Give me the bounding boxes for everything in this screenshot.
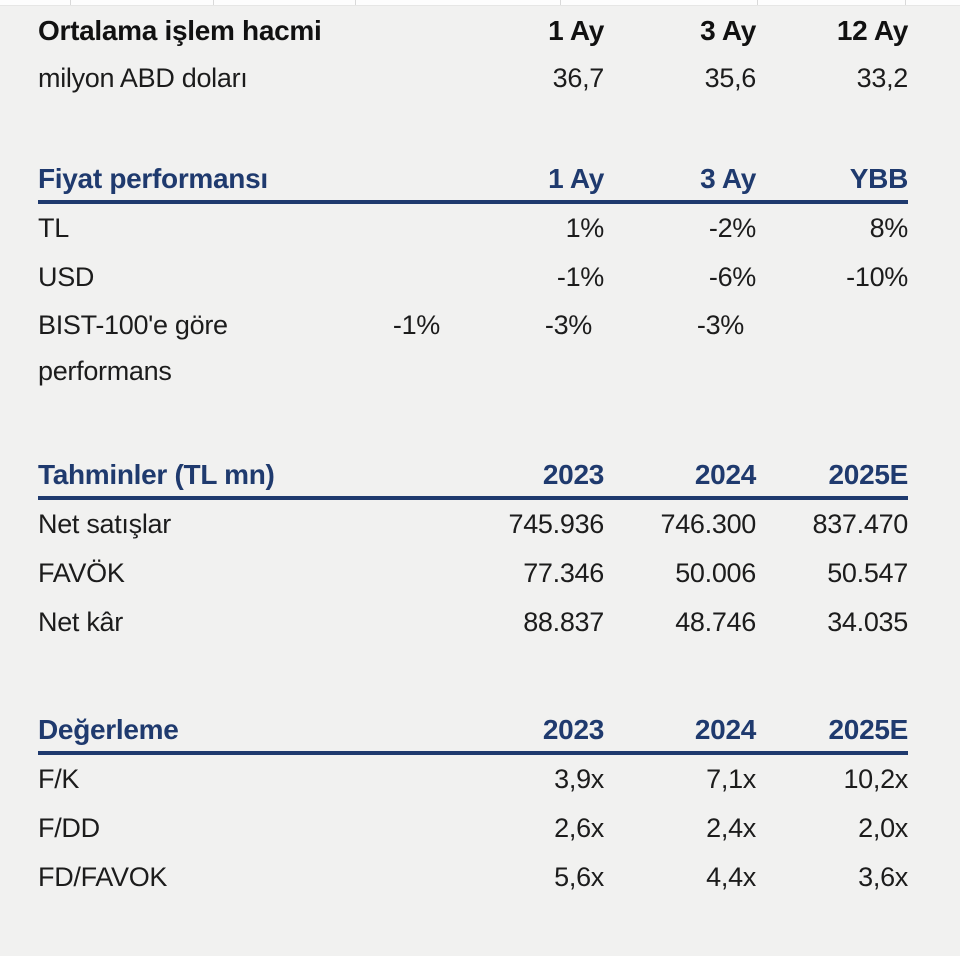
table-row xyxy=(38,500,908,549)
cell-value: 2,0x xyxy=(858,813,908,843)
cell-value: 34.035 xyxy=(827,607,908,637)
cell-value: 50.006 xyxy=(675,558,756,588)
column-header: 3 Ay xyxy=(700,15,756,46)
table-row xyxy=(38,755,908,804)
cell-value: 1% xyxy=(565,213,604,243)
cell-value: -3% xyxy=(544,310,592,340)
cell-value: 33,2 xyxy=(856,63,908,93)
row-label: milyon ABD doları xyxy=(38,63,248,93)
cell-value: 8% xyxy=(869,213,908,243)
cell-value: 2,4x xyxy=(706,813,756,843)
section-title: Ortalama işlem hacmi xyxy=(38,15,322,46)
cell-value: 5,6x xyxy=(554,862,604,892)
cell-value: 77.346 xyxy=(523,558,604,588)
section-estimates xyxy=(38,454,908,647)
section-price-performance xyxy=(38,158,908,394)
cell-value: -10% xyxy=(846,262,908,292)
section-title: Değerleme xyxy=(38,714,179,745)
table-row xyxy=(38,549,908,598)
section-header-row xyxy=(38,8,908,54)
table-row xyxy=(38,253,908,302)
cell-value: 88.837 xyxy=(523,607,604,637)
row-label: F/K xyxy=(38,764,80,794)
row-label: BIST-100'e göre performans xyxy=(38,310,228,386)
column-header: 1 Ay xyxy=(548,163,604,194)
column-header: 1 Ay xyxy=(548,15,604,46)
row-label: FAVÖK xyxy=(38,558,125,588)
financial-summary-table xyxy=(0,6,960,902)
cell-value: 36,7 xyxy=(552,63,604,93)
cell-value: 745.936 xyxy=(508,509,604,539)
cell-value: -3% xyxy=(696,310,744,340)
row-label: FD/FAVOK xyxy=(38,862,168,892)
cell-value: 3,9x xyxy=(554,764,604,794)
table-row xyxy=(38,204,908,253)
column-header: 2025E xyxy=(828,459,908,490)
cell-value: -2% xyxy=(708,213,756,243)
column-header: 2023 xyxy=(542,714,604,745)
table-row xyxy=(38,54,908,103)
row-label: Net satışlar xyxy=(38,509,171,539)
column-header: 2023 xyxy=(542,459,604,490)
table-row xyxy=(38,853,908,902)
section-header-row xyxy=(38,709,908,755)
section-title: Tahminler (TL mn) xyxy=(38,459,275,490)
cell-value: 10,2x xyxy=(843,764,908,794)
column-header: 2025E xyxy=(828,714,908,745)
table-row xyxy=(38,302,908,394)
section-valuation xyxy=(38,709,908,902)
section-header-row xyxy=(38,158,908,204)
cell-value: 48.746 xyxy=(675,607,756,637)
column-header: 12 Ay xyxy=(836,15,908,46)
cell-value: 837.470 xyxy=(812,509,908,539)
row-label: TL xyxy=(38,213,69,243)
cell-value: 3,6x xyxy=(858,862,908,892)
cell-value: 4,4x xyxy=(706,862,756,892)
column-header: 3 Ay xyxy=(700,163,756,194)
row-label: USD xyxy=(38,262,95,292)
cell-value: 746.300 xyxy=(660,509,756,539)
cell-value: -1% xyxy=(392,310,440,340)
cell-value: -6% xyxy=(708,262,756,292)
section-average-volume xyxy=(38,8,908,103)
cell-value: -1% xyxy=(556,262,604,292)
column-header: 2024 xyxy=(694,714,756,745)
row-label: F/DD xyxy=(38,813,100,843)
row-label: Net kâr xyxy=(38,607,123,637)
column-header: YBB xyxy=(849,163,908,194)
cell-value: 7,1x xyxy=(706,764,756,794)
table-row xyxy=(38,598,908,647)
column-header: 2024 xyxy=(694,459,756,490)
cell-value: 35,6 xyxy=(704,63,756,93)
table-row xyxy=(38,804,908,853)
cell-value: 50.547 xyxy=(827,558,908,588)
section-title: Fiyat performansı xyxy=(38,163,268,194)
section-header-row xyxy=(38,454,908,500)
cell-value: 2,6x xyxy=(554,813,604,843)
